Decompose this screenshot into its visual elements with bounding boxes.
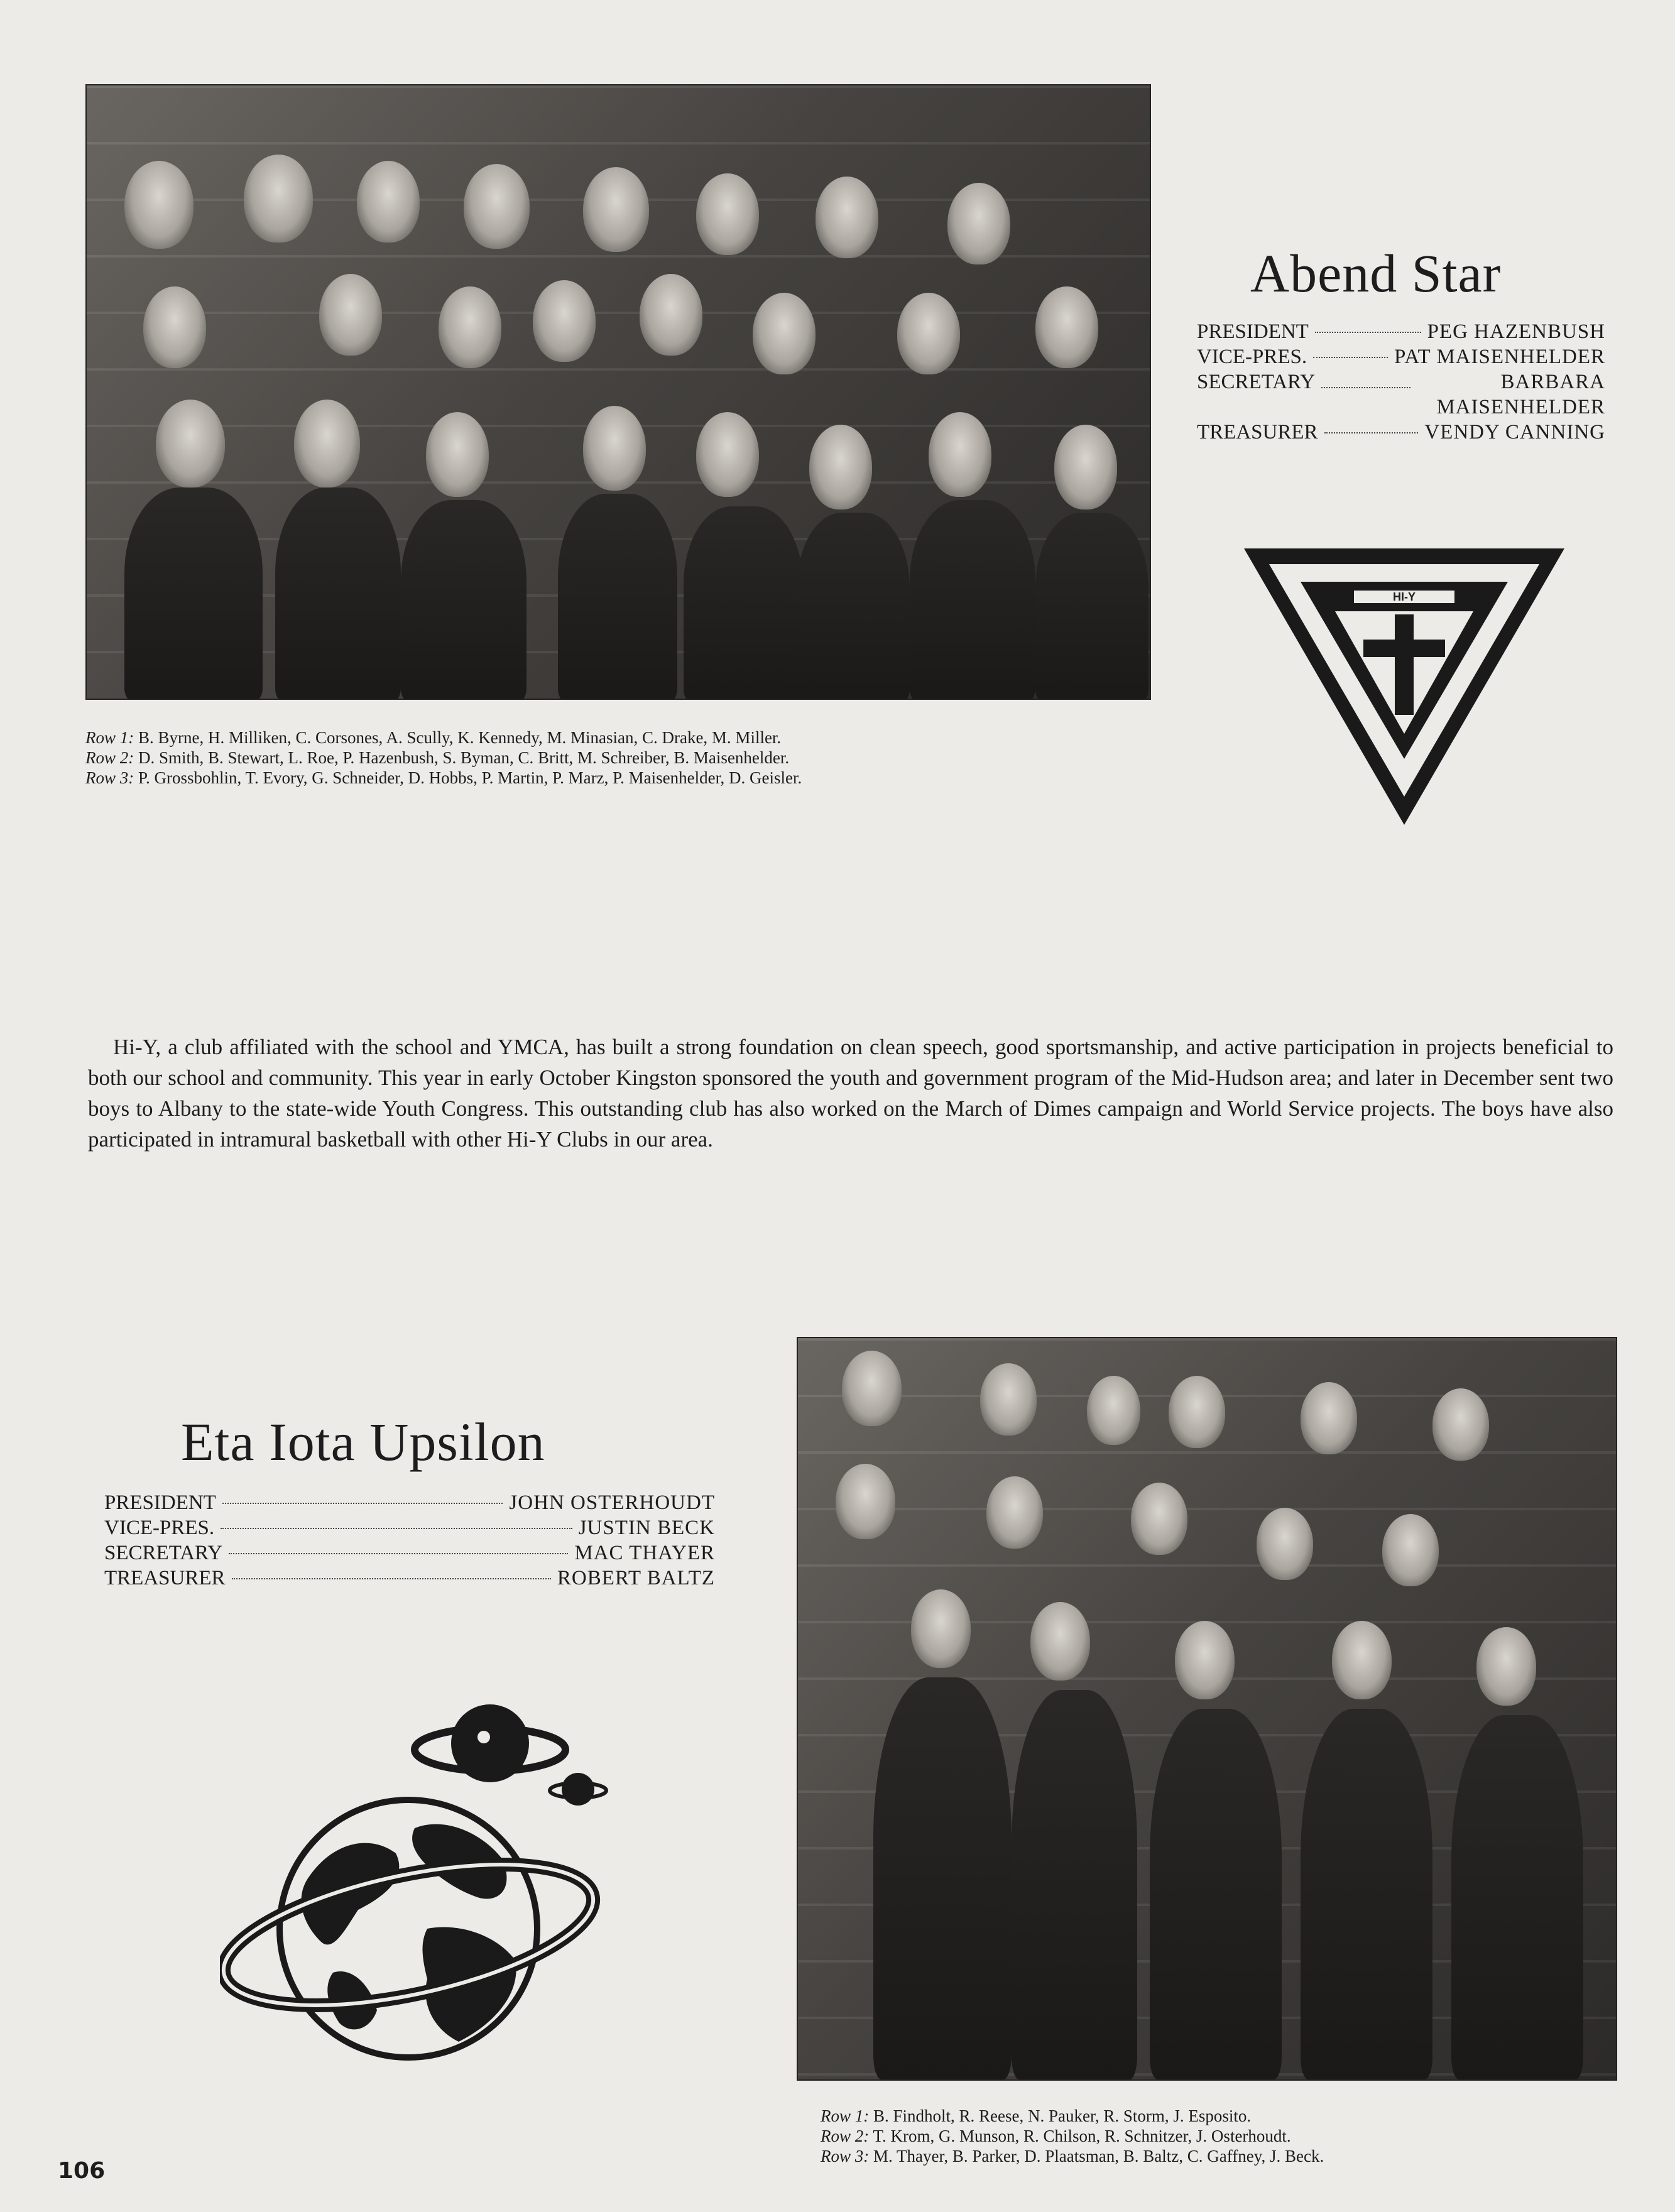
- leader-dots: [1324, 432, 1419, 433]
- officer-role: VICE-PRES.: [104, 1517, 215, 1539]
- officer-row-treasurer: [1197, 420, 1605, 445]
- caption-row-names: T. Krom, G. Munson, R. Chilson, R. Schnitzer, J. Osterhoudt.: [873, 2127, 1291, 2145]
- caption-row-label: Row 2:: [821, 2127, 870, 2145]
- officer-row-secretary: [1197, 369, 1605, 420]
- caption-row-1: [821, 2106, 1612, 2126]
- caption-row-label: Row 3:: [85, 768, 134, 787]
- abend-star-title: Abend Star: [1250, 243, 1502, 303]
- officer-name: VENDY CANNING: [1424, 421, 1605, 444]
- leader-dots: [1313, 357, 1388, 358]
- leader-dots: [1315, 332, 1421, 333]
- officer-row-vice-president: [104, 1515, 715, 1540]
- caption-row-names: B. Byrne, H. Milliken, C. Corsones, A. Scully, K. Kennedy, M. Minasian, C. Drake, M. Miller.: [138, 728, 782, 747]
- officer-row-president: [1197, 319, 1605, 344]
- officer-name: BARBARA MAISENHELDER: [1436, 371, 1605, 418]
- abend-star-group-photo: [85, 84, 1151, 700]
- caption-row-names: D. Smith, B. Stewart, L. Roe, P. Hazenbush, S. Byman, C. Britt, M. Schreiber, B. Maisenhelder.: [138, 748, 790, 767]
- officer-role: PRESIDENT: [1197, 320, 1309, 343]
- eta-iota-upsilon-title: Eta Iota Upsilon: [181, 1412, 545, 1472]
- caption-row-names: B. Findholt, R. Reese, N. Pauker, R. Storm, J. Esposito.: [873, 2106, 1252, 2125]
- page-number: 106: [58, 2158, 106, 2184]
- officer-role: PRESIDENT: [104, 1491, 216, 1514]
- officer-row-vice-president: [1197, 344, 1605, 369]
- officer-name: PEG HAZENBUSH: [1427, 320, 1605, 343]
- leader-dots: [1321, 387, 1410, 388]
- abend-star-caption: [85, 727, 1141, 788]
- caption-row-2: [85, 748, 1141, 768]
- leader-dots: [221, 1528, 572, 1529]
- caption-row-names: P. Grossbohlin, T. Evory, G. Schneider, D. Hobbs, P. Martin, P. Marz, P. Maisenhelder, D. Geisler.: [138, 768, 802, 787]
- eta-iota-upsilon-officers: [104, 1490, 715, 1591]
- caption-row-label: Row 2:: [85, 748, 134, 767]
- eta-iota-upsilon-caption: [821, 2106, 1612, 2166]
- caption-row-2: [821, 2126, 1612, 2146]
- caption-row-label: Row 1:: [85, 728, 134, 747]
- officer-row-treasurer: [104, 1566, 715, 1591]
- officer-name: JOHN OSTERHOUDT: [509, 1491, 715, 1514]
- officer-row-secretary: [104, 1540, 715, 1566]
- officer-name: PAT MAISENHELDER: [1394, 346, 1605, 368]
- globe-planets-icon: [220, 1690, 628, 2105]
- officer-role: TREASURER: [104, 1567, 226, 1589]
- caption-row-1: [85, 727, 1141, 748]
- abend-star-officers: [1197, 319, 1605, 445]
- body-paragraph: Hi-Y, a club affiliated with the school and YMCA, has built a strong foundation on clean speech, good sportsmanship, and active participation in projects beneficial to both our school and community. This year in early October Kingston sponsored the youth and government program of the Mid-Hudson area; and later in December sent two boys to Albany to the state-wide Youth Congress. This outstanding club has also worked on the March of Dimes campaign and World Service projects. The boys have also participated in intramural basketball with other Hi-Y Clubs in our area.: [88, 1035, 1613, 1152]
- officer-role: SECRETARY: [1197, 371, 1316, 393]
- leader-dots: [232, 1578, 551, 1579]
- officer-row-president: [104, 1490, 715, 1515]
- hi-y-emblem-icon: [1241, 545, 1568, 828]
- leader-dots: [229, 1553, 568, 1554]
- hi-y-description: [88, 1032, 1613, 1155]
- officer-name: MAC THAYER: [574, 1542, 715, 1564]
- officer-role: VICE-PRES.: [1197, 346, 1307, 368]
- officer-name: JUSTIN BECK: [578, 1517, 715, 1539]
- eta-iota-upsilon-group-photo: [797, 1337, 1617, 2081]
- caption-row-names: M. Thayer, B. Parker, D. Plaatsman, B. Baltz, C. Gaffney, J. Beck.: [873, 2147, 1324, 2166]
- hi-y-emblem-label: HI-Y: [1393, 591, 1416, 603]
- caption-row-label: Row 1:: [821, 2106, 870, 2125]
- officer-name: ROBERT BALTZ: [557, 1567, 715, 1589]
- caption-row-3: [85, 768, 1141, 788]
- leader-dots: [222, 1503, 503, 1504]
- caption-row-label: Row 3:: [821, 2147, 870, 2166]
- caption-row-3: [821, 2146, 1612, 2166]
- officer-role: SECRETARY: [104, 1542, 223, 1564]
- officer-role: TREASURER: [1197, 421, 1318, 444]
